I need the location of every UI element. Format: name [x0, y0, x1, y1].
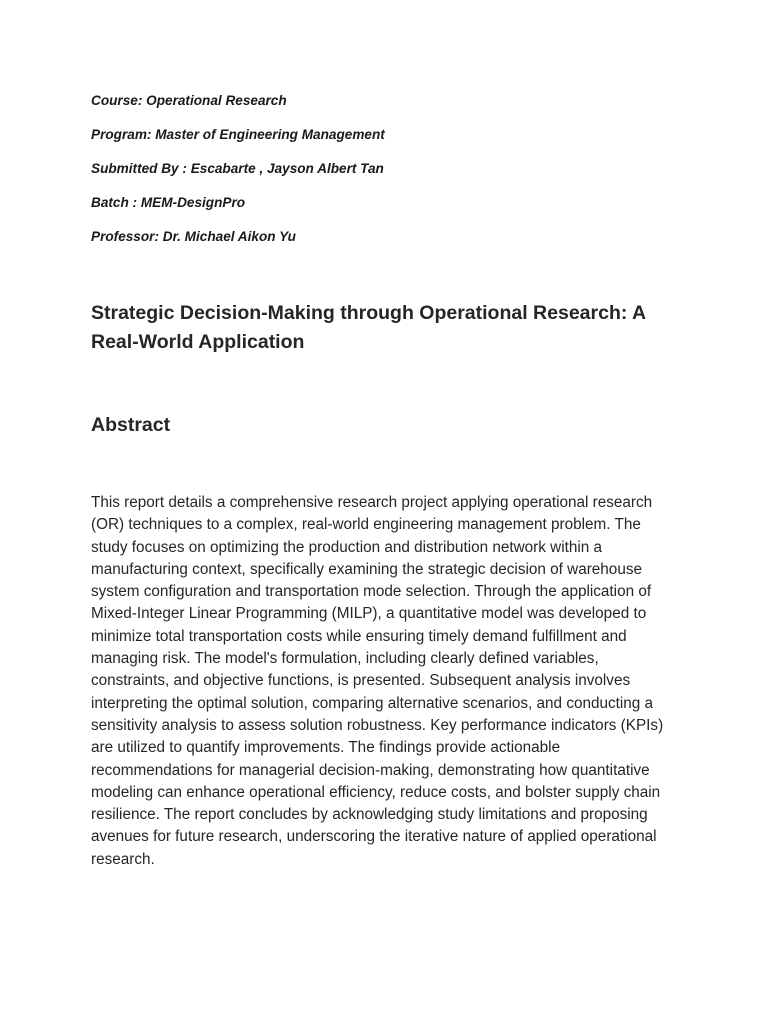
abstract-paragraph: This report details a comprehensive research project applying operational research (OR) techniques to a complex, real-world engineering management problem. The study focuses on optimizing the production and distribution network within a manufacturing context, specifically examining the strategic decision of warehouse system configuration and transportation mode selection. Through the application of Mixed-Integer Linear Programming (MILP), a quantitative model was developed to minimize total transportation costs while ensuring timely demand fulfillment and managing risk. The model's formulation, including clearly defined variables, constraints, and objective functions, is presented. Subsequent analysis involves interpreting the optimal solution, comparing alternative scenarios, and conducting a sensitivity analysis to assess solution robustness. Key performance indicators (KPIs) are utilized to quantify improvements. The findings provide actionable recommendations for managerial decision-making, demonstrating how quantitative modeling can enhance operational efficiency, reduce costs, and bolster supply chain resilience. The report concludes by acknowledging study limitations and proposing avenues for future research, underscoring the iterative nature of applied operational research.	[91, 494, 664, 868]
program-line: Program: Master of Engineering Management	[91, 127, 385, 142]
professor-line: Professor: Dr. Michael Aikon Yu	[91, 229, 296, 244]
submitted-by-line: Submitted By : Escabarte , Jayson Albert Tan	[91, 161, 384, 176]
abstract-heading: Abstract	[91, 414, 171, 436]
document-title: Strategic Decision-Making through Operational Research: A Real-World Application	[91, 302, 646, 353]
course-line: Course: Operational Research	[91, 93, 287, 108]
batch-line: Batch : MEM-DesignPro	[91, 195, 246, 210]
submission-details	[91, 91, 691, 261]
